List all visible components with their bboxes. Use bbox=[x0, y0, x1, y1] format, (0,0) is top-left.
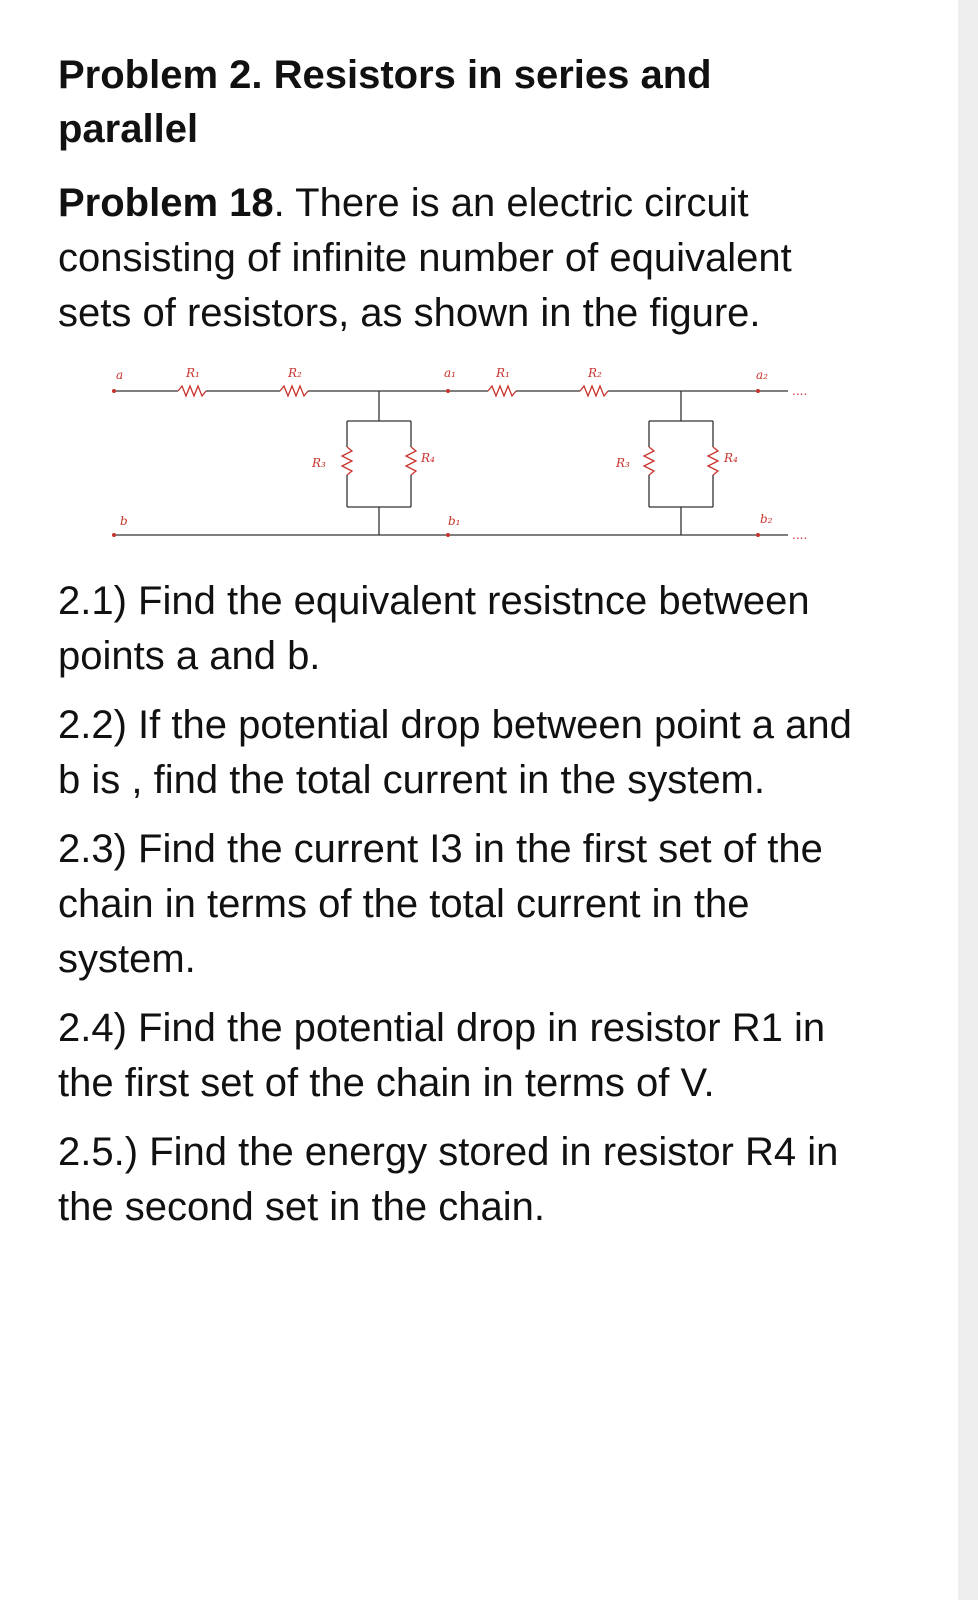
question-2-5: 2.5.) Find the energy stored in resistor R4 in the second set in the chain. bbox=[58, 1130, 839, 1229]
label-a1: a₁ bbox=[444, 366, 456, 380]
label-b2: b₂ bbox=[760, 512, 773, 526]
top-ellipsis: .... bbox=[792, 384, 808, 398]
label-a: a bbox=[116, 368, 124, 382]
terminal-a1 bbox=[446, 389, 450, 393]
label-r2-second: R₂ bbox=[588, 366, 602, 380]
label-r1-first: R₁ bbox=[186, 366, 200, 380]
bottom-ellipsis: .... bbox=[792, 528, 808, 542]
terminal-b1 bbox=[446, 533, 450, 537]
resistor-r2-second bbox=[580, 386, 608, 396]
resistor-r4-second bbox=[708, 447, 718, 475]
label-r3-first: R₃ bbox=[312, 456, 326, 470]
question-2-3: 2.3) Find the current I3 in the first set of the chain in terms of the total current in the system. bbox=[58, 827, 823, 981]
problem-statement bbox=[58, 176, 858, 341]
circuit-figure bbox=[68, 359, 858, 554]
resistor-r3-first bbox=[342, 447, 352, 475]
terminal-a2 bbox=[756, 389, 760, 393]
question-2-1: 2.1) Find the equivalent resistnce between points a and b. bbox=[58, 579, 810, 678]
resistor-r4-first bbox=[406, 447, 416, 475]
label-r4-first: R₄ bbox=[421, 451, 435, 465]
terminal-b bbox=[112, 533, 116, 537]
document-body bbox=[58, 48, 858, 1235]
page-title: Problem 2. Resistors in series and parallel bbox=[58, 53, 712, 151]
label-r3-second: R₃ bbox=[616, 456, 630, 470]
question-2-4: 2.4) Find the potential drop in resistor R1 in the first set of the chain in terms of V. bbox=[58, 1006, 826, 1105]
label-r4-second: R₄ bbox=[724, 451, 738, 465]
scrollbar-track bbox=[958, 0, 978, 1600]
question-2-2: 2.2) If the potential drop between point a and b is , find the total current in the system. bbox=[58, 703, 852, 802]
terminal-b2 bbox=[756, 533, 760, 537]
resistor-r1-second bbox=[488, 386, 516, 396]
circuit-diagram bbox=[68, 359, 848, 549]
problem-label: Problem 18 bbox=[58, 181, 274, 225]
terminal-a bbox=[112, 389, 116, 393]
problem-text: . There is an electric circuit consisting of infinite number of equivalent sets of resistors, as shown in the figure. bbox=[58, 181, 792, 335]
resistor-r1-first bbox=[178, 386, 206, 396]
label-b: b bbox=[120, 514, 128, 528]
label-r2-first: R₂ bbox=[288, 366, 302, 380]
label-b1: b₁ bbox=[448, 514, 461, 528]
label-r1-second: R₁ bbox=[496, 366, 510, 380]
resistor-r3-second bbox=[644, 447, 654, 475]
resistor-r2-first bbox=[280, 386, 308, 396]
label-a2: a₂ bbox=[756, 368, 768, 382]
